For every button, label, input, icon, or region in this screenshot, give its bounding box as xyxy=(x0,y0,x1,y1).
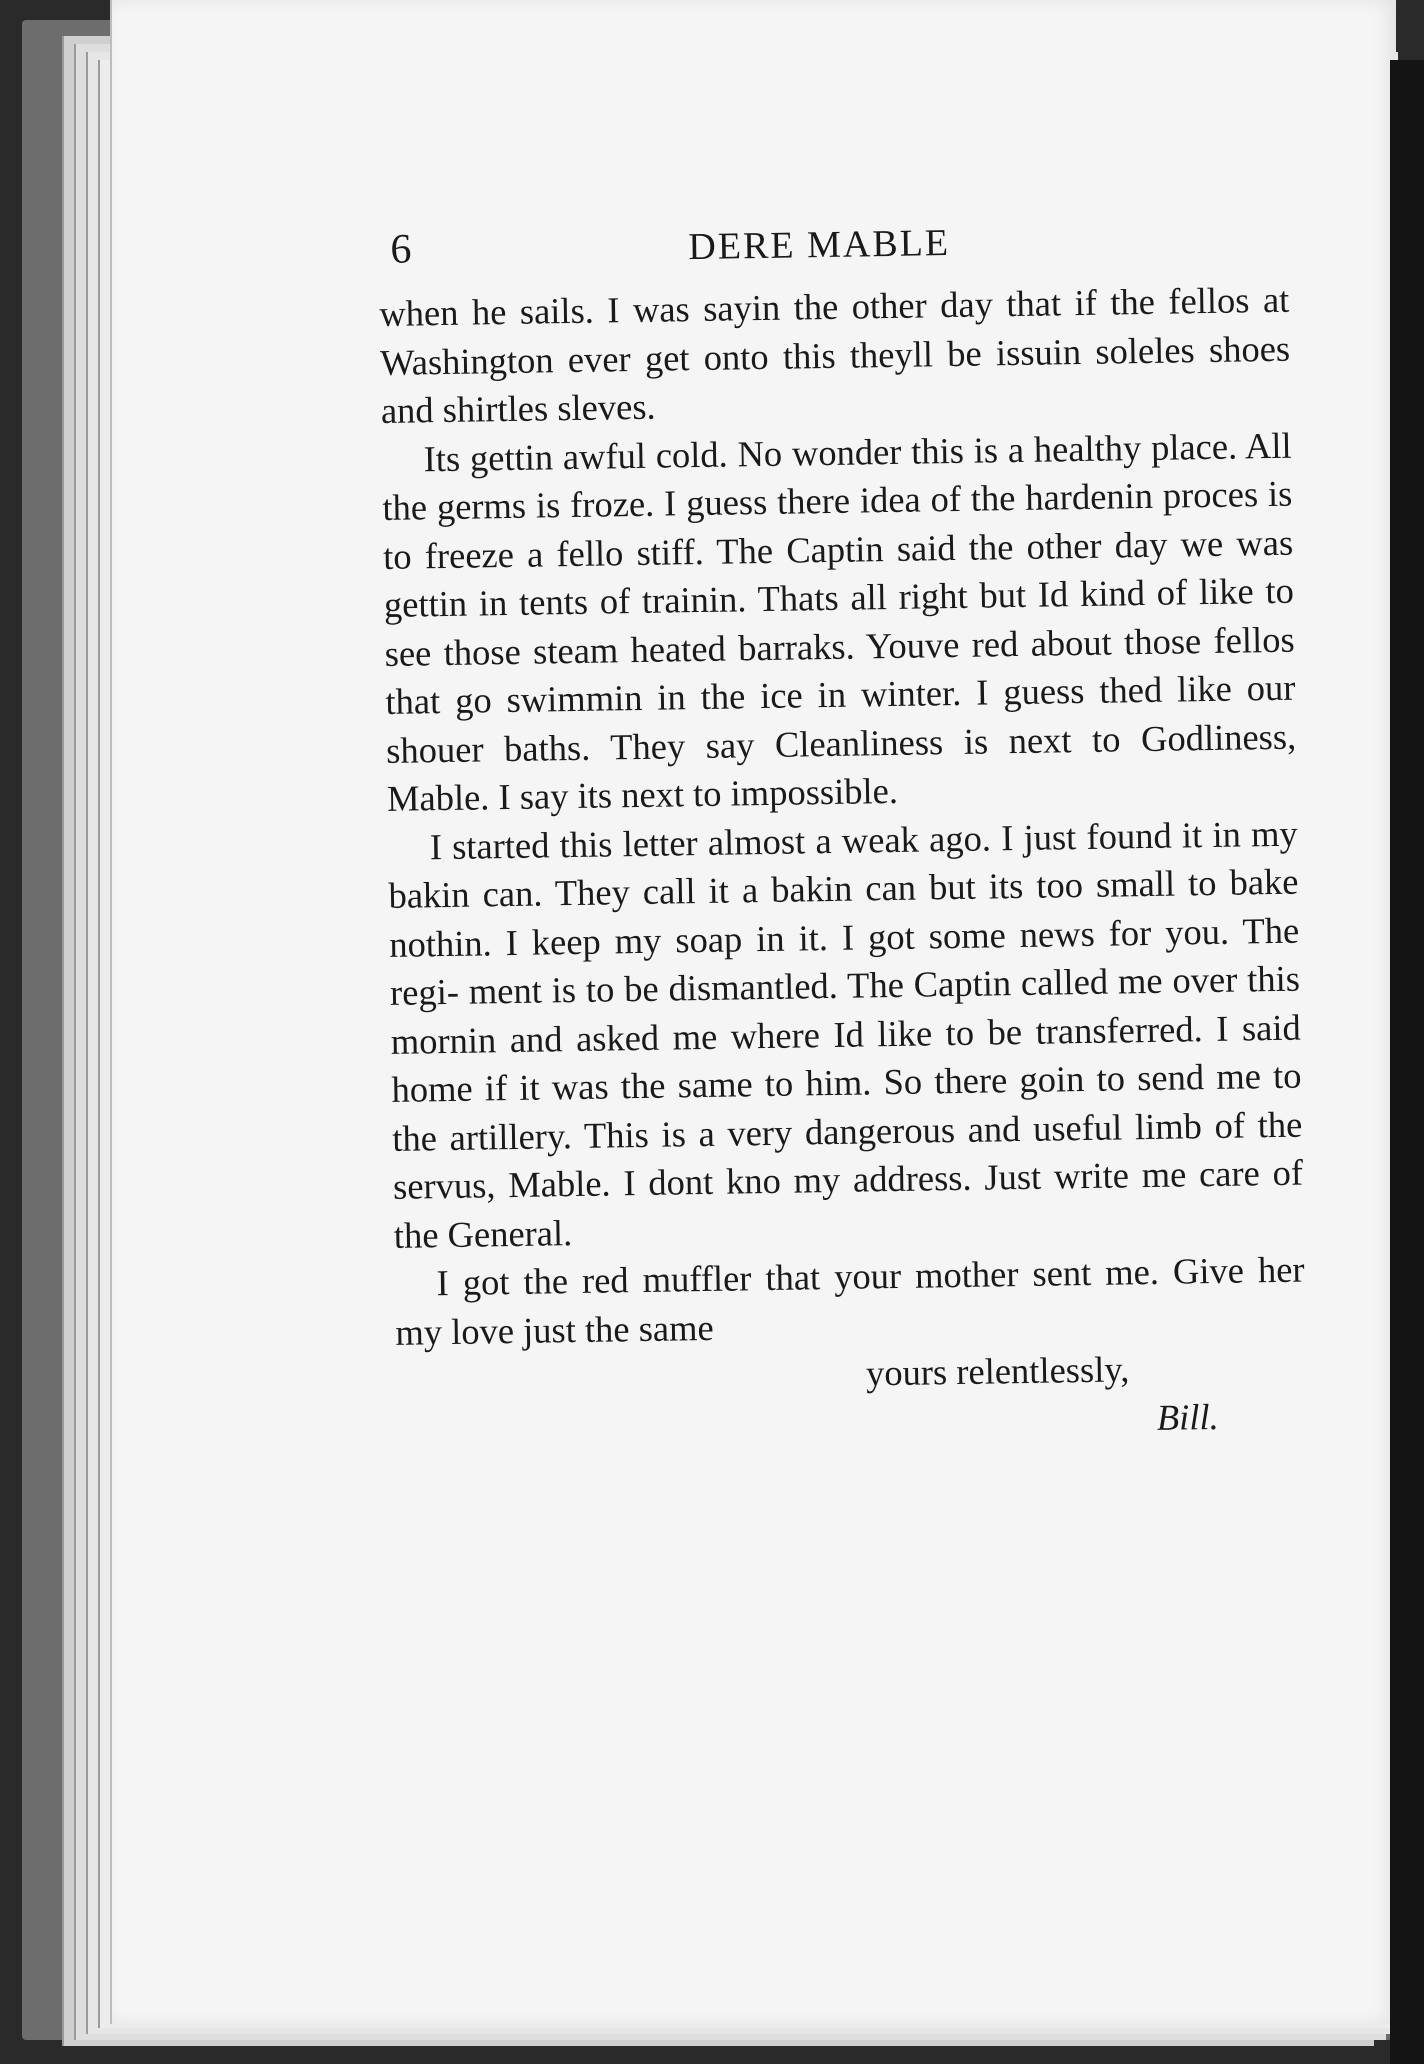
paragraph: I got the red muffler that your mother sent me. Give her my love just the same xyxy=(395,1248,1305,1353)
paragraph: when he sails. I was sayin the other day that if the fellos at Washington ever get onto this theyll be issuin soleles shoes and shirtles sleves. xyxy=(379,278,1291,431)
page-text-block xyxy=(378,212,1307,1454)
book-gutter xyxy=(1390,60,1424,2064)
paragraph: Its gettin awful cold. No wonder this is a healthy place. All the germs is froze. I guess there idea of the hardenin proces is to freeze a fello stiff. The Captin said the other day we was gettin in tents of trainin. Thats all right but Id kind of like to see those steam heated barraks. Youve red about those fellos that go swimmin in the ice in winter. I guess thed like our shouer baths. They say Cleanliness is next to Godliness, Mable. I say its next to impossible. xyxy=(382,424,1297,819)
page-number: 6 xyxy=(390,226,413,273)
running-title: DERE MABLE xyxy=(688,222,951,269)
letter-signature: Bill. xyxy=(1156,1395,1219,1438)
letter-closing: yours relentlessly, xyxy=(865,1348,1130,1394)
paragraph: I started this letter almost a weak ago. I just found it in my bakin can. They call it a bakin can but its too small to bake nothin. I keep my soap in it. I got some news for you. The regi- ment is to be dismantled. The Captin called me over this mornin and asked me where Id like to be transferred. I said home if it was the same to him. So there goin to send me to the artillery. This is a very dangerous and useful limb of the servus, Mable. I dont kno my address. Just write me care of the General. xyxy=(388,812,1304,1256)
